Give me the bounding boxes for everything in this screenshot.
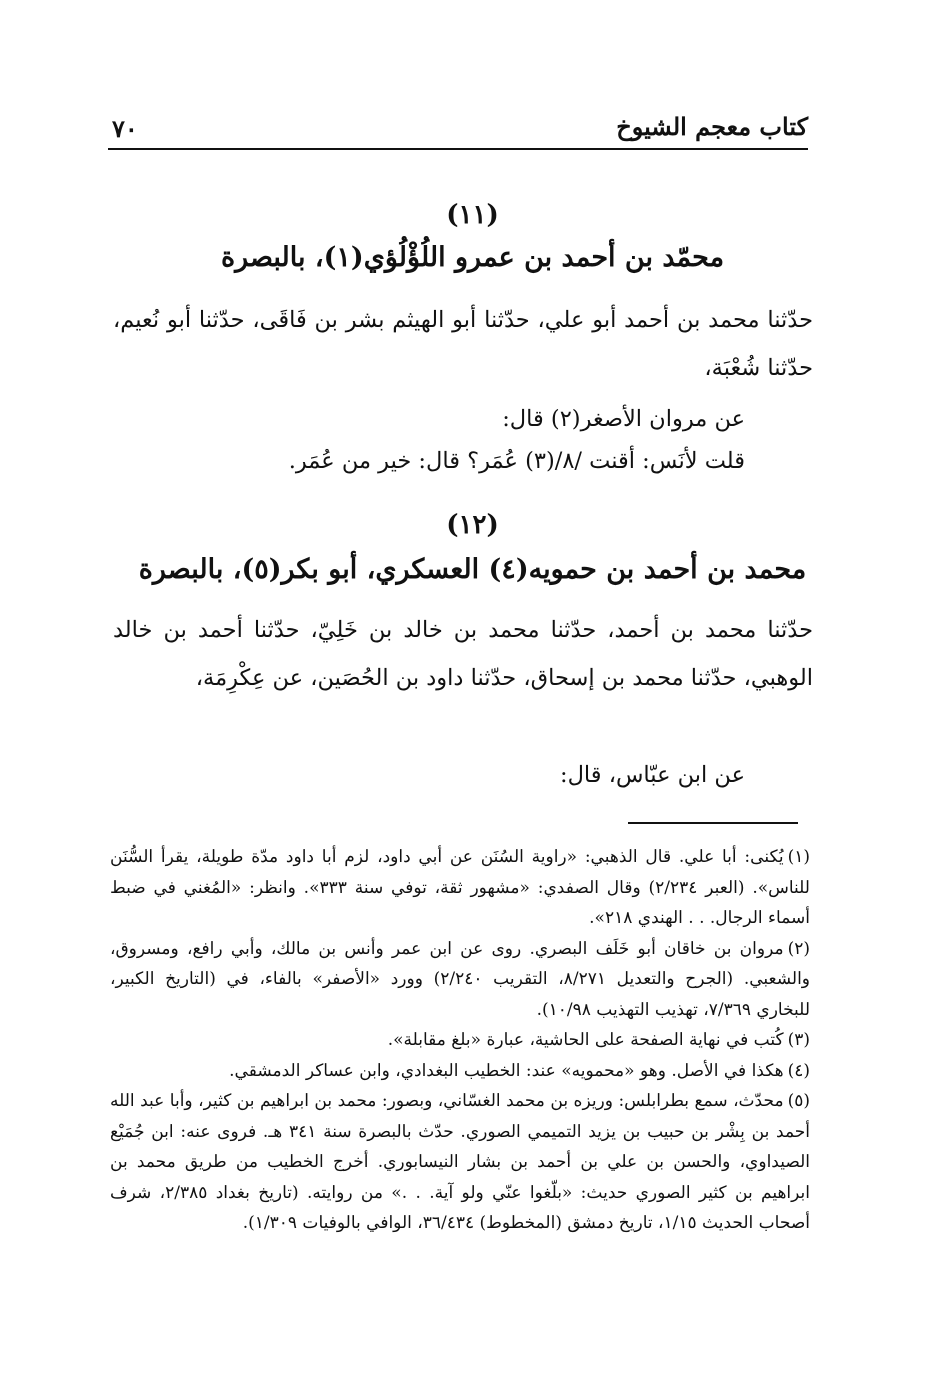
- entry-number: (١١): [446, 200, 499, 230]
- footnotes: [110, 842, 810, 1239]
- footnote-number: (٣): [787, 1030, 810, 1050]
- hadith-line: عن مروان الأصغر(٢) قال:: [502, 406, 745, 432]
- footnote-number: (٢): [787, 938, 810, 959]
- footnote-number: (٤): [787, 1060, 810, 1081]
- footnote-text: هكذا في الأصل. وهو «محمويه» عند: الخطيب البغدادي، وابن عساكر الدمشقي.: [229, 1060, 784, 1081]
- footnote-number: (٥): [787, 1091, 810, 1111]
- footnote: [110, 934, 810, 1026]
- entry-title: محمد بن أحمد بن حمويه(٤) العسكري، أبو بكر(٥)، بالبصرة: [138, 554, 807, 585]
- footnote: [110, 1025, 810, 1056]
- running-title: كتاب معجم الشيوخ: [616, 112, 808, 141]
- hadith-line: عن ابن عبّاس، قال:: [560, 762, 745, 788]
- footnote: [110, 842, 810, 934]
- footnote-text: يُكنى: أبا علي. قال الذهبي: «راوية السُنَن عن أبي داود، لزم أبا داود مدّة طويلة، يقرأ السُّنَن للناس». (العبر ٢/٢٣٤) وقال الصفدي: «مشهور ثقة، توفي سنة ٣٣٣». وانظر: «المُغني في ضبط أسماء الرجال. . . الهندي ٢١٨».: [110, 847, 810, 928]
- footnote-number: (١): [787, 847, 810, 867]
- isnad-paragraph: حدّثنا محمد بن أحمد، حدّثنا محمد بن خالد بن خَلِيّ، حدّثنا أحمد بن خالد الوهبي، حدّثنا محمد بن إسحاق، حدّثنا داود بن الحُصَين، عن عِكْرِمَة،: [113, 617, 813, 691]
- footnote-text: مروان بن خاقان أبو خَلَف البصري. روى عن ابن عمر وأنس بن مالك، وأبي رافع، ومسروق، والشعبي. (الجرح والتعديل ٨/٢٧١، التقريب ٢/٢٤٠) وورد «الأصفر» بالفاء، في (التاريخ الكبير، للبخاري ٧/٣٦٩، تهذيب التهذيب ١٠/٩٨).: [110, 938, 811, 1020]
- isnad-paragraph: حدّثنا محمد بن أحمد أبو علي، حدّثنا أبو الهيثم بشر بن فَاقَى، حدّثنا أبو نُعيم، حدّثنا شُعْبَة،: [113, 307, 813, 381]
- page-number: ٧٠: [112, 114, 138, 143]
- entry-number: (١٢): [446, 510, 499, 540]
- footnote-text: محدّث، سمع بطرابلس: وريزه بن محمد الغسّاني، وبصور: محمد بن ابراهيم بن كثير، وأبا عبد الله أحمد بن بِشْر بن حبيب بن يزيد التميمي الصوري. حدّث بالبصرة سنة ٣٤١ هـ. فروى عنه: ابن جُمَيْع الصيداوي، والحسن بن علي بن أحمد بن بشار النيسابوري. أخرج الخطيب من طريق محمد بن ابراهيم بن كثير الصوري حديث: «بلّغوا عنّي ولو آية. . .» من روايته. (تاريخ بغداد ٢/٣٨٥، شرف أصحاب الحديث ١/١٥، تاريخ دمشق (المخطوط) ٣٦/٤٣٤، الوافي بالوفيات ١/٣٠٩).: [110, 1091, 810, 1233]
- footnote-text: كُتب في نهاية الصفحة على الحاشية، عبارة «بلغ مقابلة».: [387, 1030, 784, 1050]
- running-header: [108, 108, 808, 150]
- footnote: [110, 1086, 810, 1239]
- hadith-line: قلت لأنَس: أقنت /٨/(٣) عُمَر؟ قال: خير من عُمَر.: [288, 448, 745, 474]
- footnote: [110, 1056, 810, 1087]
- footnote-separator: [628, 822, 798, 824]
- entry-title: محمّد بن أحمد بن عمرو اللُؤْلُؤي(١)، بالبصرة: [220, 242, 725, 273]
